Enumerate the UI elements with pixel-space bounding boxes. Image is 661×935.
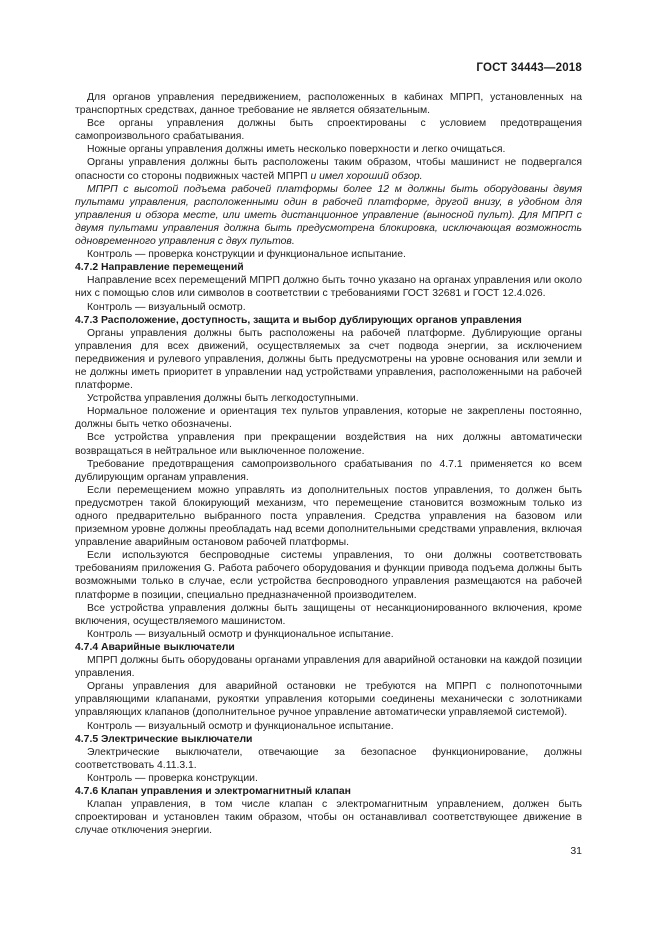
paragraph-text: МПРП должны быть оборудованы органами управления для аварийной остановки на каждой позиции управления. [75, 655, 582, 680]
section-heading: 4.7.6 Клапан управления и электромагнитный клапан [75, 785, 351, 797]
paragraph [75, 327, 582, 392]
document-body [75, 91, 582, 837]
paragraph [75, 746, 582, 772]
section-heading: 4.7.2 Направление перемещений [75, 262, 244, 274]
section-heading: 4.7.3 Расположение, доступность, защита и выбор дублирующих органов управления [75, 314, 522, 326]
paragraph-text: Контроль — проверка конструкции и функциональное испытание. [87, 249, 406, 261]
paragraph-italic-tail: и имел хороший обзор. [307, 170, 423, 182]
paragraph-text: Все устройства управления должны быть защищены от несанкционированного включения, кроме включения, осуществляемого машинистом. [75, 602, 582, 627]
paragraph [75, 156, 582, 182]
paragraph [75, 628, 582, 641]
paragraph-text: Контроль — проверка конструкции. [87, 772, 258, 784]
paragraph [75, 549, 582, 601]
paragraph-text: Нормальное положение и ориентация тех пультов управления, которые не закреплены постоянно, должны быть четко обозначены. [75, 406, 582, 431]
paragraph [75, 602, 582, 628]
section-heading: 4.7.4 Аварийные выключатели [75, 641, 235, 653]
paragraph-text: Органы управления должны быть расположены на рабочей платформе. Дублирующие органы управления для всех движений, осуществляемых за счет подвода энергии, за исключением передвижения и рулевого управления, должны быть предусмотрены на уровне основания или земли и не должны иметь приоритет в управлении над устройствами управления, расположенными на рабочей платформе. [75, 327, 582, 392]
paragraph [75, 248, 582, 261]
paragraph [75, 680, 582, 719]
paragraph-text: Контроль — визуальный осмотр и функциональное испытание. [87, 628, 394, 640]
paragraph [75, 431, 582, 457]
paragraph-text: Ножные органы управления должны иметь несколько поверхности и легко очищаться. [87, 144, 506, 156]
page-number: 31 [570, 845, 582, 857]
paragraph [75, 405, 582, 431]
paragraph-italic: МПРП с высотой подъема рабочей платформы более 12 м должны быть оборудованы двумя пультами управления, расположенными один в рабочей платформе, другой внизу, в удобном для управления и обзора месте, или иметь дистанционное управление (выносной пульт). Для МПРП с двумя пультами управления должна быть предусмотрена блокировка, исключающая возможность одновременного управления с двух пультов. [75, 183, 582, 248]
paragraph [75, 301, 582, 314]
paragraph-text: Все органы управления должны быть спроектированы с условием предотвращения самопроизвольного срабатывания. [75, 118, 582, 143]
paragraph-text: Направление всех перемещений МПРП должно быть точно указано на органах управления или около них с помощью слов или символов в соответствии с требованиями ГОСТ 32681 и ГОСТ 12.4.026. [75, 275, 582, 300]
paragraph-text: Устройства управления должны быть легкодоступными. [87, 393, 359, 405]
paragraph-text: Органы управления для аварийной остановки не требуются на МПРП с полнопоточными управляющими клапанами, рукоятки управления которыми соединены механически с золотниками управляющих клапанов (дополнительное ручное управление автоматически управляемой системой). [75, 681, 582, 719]
paragraph-text: Контроль — визуальный осмотр и функциональное испытание. [87, 720, 394, 732]
paragraph-text: Требование предотвращения самопроизвольного срабатывания по 4.7.1 применяется ко всем дублирующим органам управления. [75, 458, 582, 483]
paragraph-text: Электрические выключатели, отвечающие за безопасное функционирование, должны соответствовать 4.11.3.1. [75, 746, 582, 771]
section-heading: 4.7.5 Электрические выключатели [75, 733, 253, 745]
paragraph-text: Клапан управления, в том числе клапан с электромагнитным управлением, должен быть спроектирован и установлен таким образом, чтобы он останавливал соответствующее движение в случае отключения энергии. [75, 799, 582, 837]
paragraph [75, 91, 582, 117]
paragraph-text: Если перемещением можно управлять из дополнительных постов управления, то должен быть предусмотрен такой блокирующий механизм, что перемещение становится возможным только из одного предварительно выбранного поста управления. Средства управления на базовом или приземном уровне должны преобладать над всеми дополнительными средствами управления, включая управление аварийным остановом рабочей платформы. [75, 484, 582, 549]
paragraph [75, 654, 582, 680]
paragraph [75, 720, 582, 733]
paragraph-text: Органы управления должны быть расположены таким образом, чтобы машинист не подвергался опасности со стороны подвижных частей МПРП [75, 157, 582, 182]
paragraph [75, 392, 582, 405]
paragraph-text: Все устройства управления при прекращении воздействия на них должны автоматически возвращаться в нейтральное или выключенное положение. [75, 432, 582, 457]
paragraph-text: Контроль — визуальный осмотр. [87, 301, 246, 313]
paragraph [75, 484, 582, 549]
document-header: ГОСТ 34443—2018 [476, 62, 582, 74]
paragraph [75, 798, 582, 837]
paragraph [75, 772, 582, 785]
paragraph [75, 117, 582, 143]
paragraph [75, 274, 582, 300]
paragraph [75, 143, 582, 156]
paragraph [75, 458, 582, 484]
paragraph-text: Для органов управления передвижением, расположенных в кабинах МПРП, установленных на транспортных средствах, данное требование не является обязательным. [75, 92, 582, 117]
paragraph-text: Если используются беспроводные системы управления, то они должны соответствовать требованиям приложения G. Работа рабочего оборудования и функции привода подъема должны быть возможными только в случае, если устройства беспроводного управления размещаются на рабочей платформе в позиции, специально предназначенной производителем. [75, 550, 582, 601]
